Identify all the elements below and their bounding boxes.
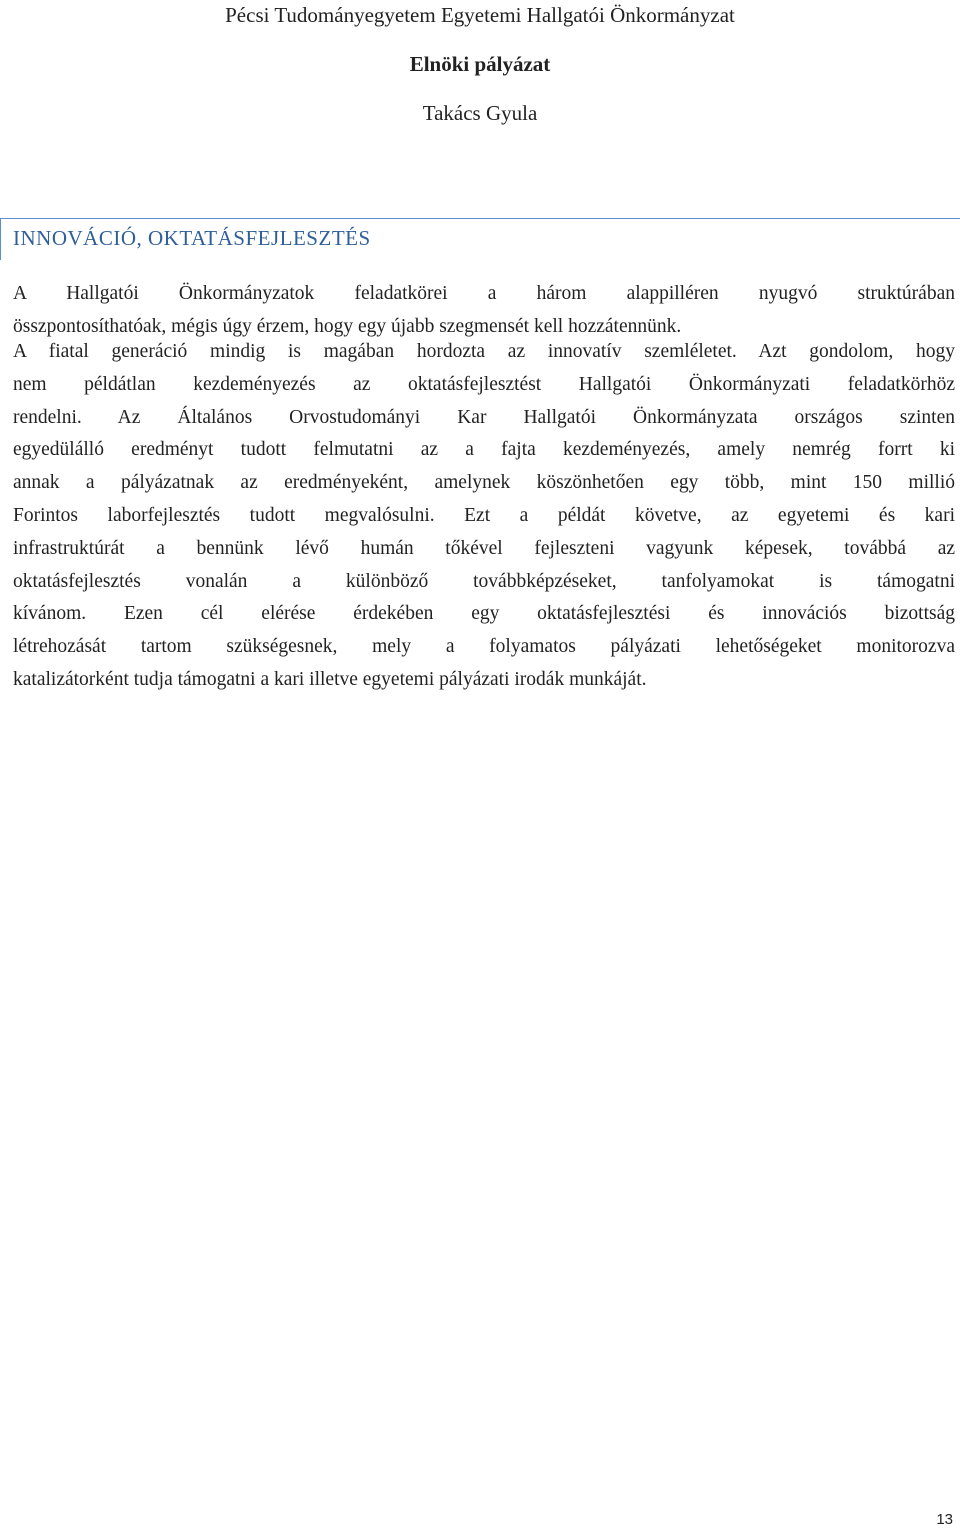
text-line: egyedülálló eredményt tudott felmutatni az a fajta kezdeményezés, amely nemrég forrt ki [13, 439, 955, 461]
text-line: Forintos laborfejlesztés tudott megvalósulni. Ezt a példát követve, az egyetemi és kari [13, 504, 955, 526]
paragraph-2 [13, 336, 955, 697]
page-number: 13 [936, 1511, 953, 1528]
text-line: rendelni. Az Általános Orvostudományi Kar Hallgatói Önkormányzata országos szinten [13, 406, 955, 428]
text-line: létrehozását tartom szükségesnek, mely a folyamatos pályázati lehetőségeket monitorozva [13, 636, 955, 658]
organization-name: Pécsi Tudományegyetem Egyetemi Hallgatói Önkormányzat [225, 3, 735, 27]
section-divider-left [0, 218, 1, 260]
paragraph-1 [13, 278, 955, 344]
text-line: infrastruktúrát a bennünk lévő humán tőkével fejleszteni vagyunk képesek, továbbá az [13, 537, 955, 559]
text-line: összpontosíthatóak, mégis úgy érzem, hogy egy újabb szegmensét kell hozzátennünk. [13, 315, 682, 337]
text-line: oktatásfejlesztés vonalán a különböző továbbképzéseket, tanfolyamokat is támogatni [13, 570, 955, 592]
text-line: annak a pályázatnak az eredményeként, amelynek köszönhetően egy több, mint 150 millió [13, 472, 955, 494]
text-line: nem példátlan kezdeményezés az oktatásfejlesztést Hallgatói Önkormányzati feladatkörhöz [13, 373, 955, 395]
text-line: A fiatal generáció mindig is magában hordozta az innovatív szemléletet. Azt gondolom, hogy [13, 341, 955, 362]
text-line: A Hallgatói Önkormányzatok feladatkörei a három alappilléren nyugvó struktúrában [13, 283, 955, 304]
text-line: kívánom. Ezen cél elérése érdekében egy oktatásfejlesztési és innovációs bizottság [13, 603, 955, 625]
section-heading: INNOVÁCIÓ, OKTATÁSFEJLESZTÉS [13, 226, 371, 250]
section-divider [0, 218, 960, 219]
author-name: Takács Gyula [422, 101, 538, 125]
text-line: katalizátorként tudja támogatni a kari illetve egyetemi pályázati irodák munkáját. [13, 668, 647, 690]
document-title: Elnöki pályázat [409, 52, 551, 76]
